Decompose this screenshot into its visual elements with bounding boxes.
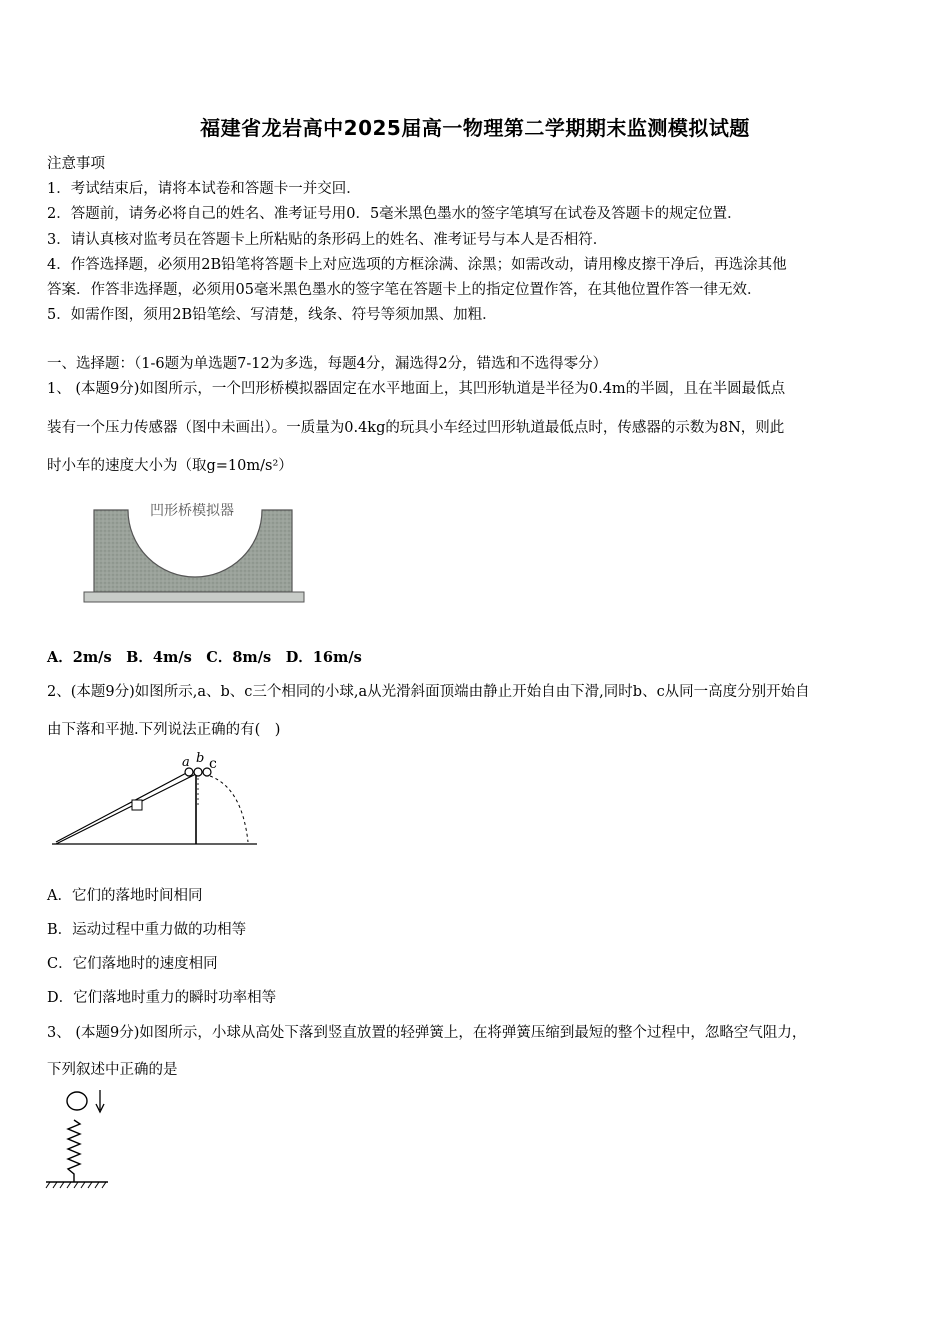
q2-text-line: 2、(本题9分)如图所示,a、b、c三个相同的小球,a从光滑斜面顶端由静止开始自由下滑,同时b、c从同一高度分别开始自 [47, 684, 810, 700]
ground-hatch [46, 1182, 106, 1188]
notice-item: 3．请认真核对监考员在答题卡上所粘贴的条形码上的姓名、准考证号与本人是否相符． [47, 232, 608, 248]
incline-balls-figure [52, 748, 262, 848]
notice-item: 答案．作答非选择题，必须用05毫米黑色墨水的签字笔在答题卡上的指定位置作答，在其他位置作答一律无效． [47, 282, 762, 298]
bridge-block [94, 510, 292, 592]
q1-options: A．2m/s B．4m/s C．8m/s D．16m/s [47, 649, 362, 666]
figure-label: 凹形桥模拟器 [150, 503, 234, 519]
ground-base [84, 592, 304, 602]
q3-text-line: 下列叙述中正确的是 [47, 1062, 178, 1078]
notice-item: 4．作答选择题，必须用2B铅笔将答题卡上对应选项的方框涂满、涂黑；如需改动，请用橡皮擦干净后，再选涂其他 [47, 257, 787, 273]
q1-text-line: 1、 (本题9分)如图所示，一个凹形桥模拟器固定在水平地面上，其凹形轨道是半径为0.4m的半圆，且在半圆最低点 [47, 381, 786, 397]
notice-item: 1．考试结束后，请将本试卷和答题卡一并交回． [47, 181, 361, 197]
block-marker [132, 800, 142, 810]
incline-upper [56, 770, 192, 842]
q2-option-b: B．运动过程中重力做的功相等 [47, 922, 247, 938]
page-title: 福建省龙岩高中2025届高一物理第二学期期末监测模拟试题 [200, 116, 750, 140]
notice-heading: 注意事项 [47, 156, 105, 172]
q2-option-c: C．它们落地时的速度相同 [47, 956, 218, 972]
label-b: b [196, 751, 205, 766]
q3-text-line: 3、 (本题9分)如图所示，小球从高处下落到竖直放置的轻弹簧上，在将弹簧压缩到最短的整个过程中，忽略空气阻力， [47, 1025, 807, 1041]
q2-text-line: 由下落和平抛.下列说法正确的有( ) [47, 722, 281, 738]
q2-option-d: D．它们落地时重力的瞬时功率相等 [47, 990, 277, 1006]
notice-item: 2．答题前，请务必将自己的姓名、准考证号用0．5毫米黑色墨水的签字笔填写在试卷及答题卡的规定位置． [47, 206, 742, 222]
projectile-path [210, 776, 248, 842]
spring [68, 1120, 80, 1182]
label-a: a [182, 755, 190, 770]
label-c: c [209, 756, 217, 772]
incline-lower [56, 774, 196, 844]
concave-bridge-figure [80, 498, 310, 610]
q1-text-line: 装有一个压力传感器（图中未画出）。一质量为0.4kg的玩具小车经过凹形轨道最低点时，传感器的示数为8N，则此 [47, 420, 785, 436]
ball [67, 1092, 87, 1110]
q1-text-line: 时小车的速度大小为（取g=10m/s²） [47, 458, 293, 474]
ball-b [194, 768, 202, 776]
section-heading: 一、选择题：（1-6题为单选题7-12为多选，每题4分，漏选得2分，错选和不选得零分） [47, 356, 608, 372]
notice-item: 5．如需作图，须用2B铅笔绘、写清楚，线条、符号等须加黑、加粗． [47, 307, 497, 323]
q2-option-a: A．它们的落地时间相同 [47, 888, 203, 904]
ball-spring-figure [44, 1088, 114, 1192]
